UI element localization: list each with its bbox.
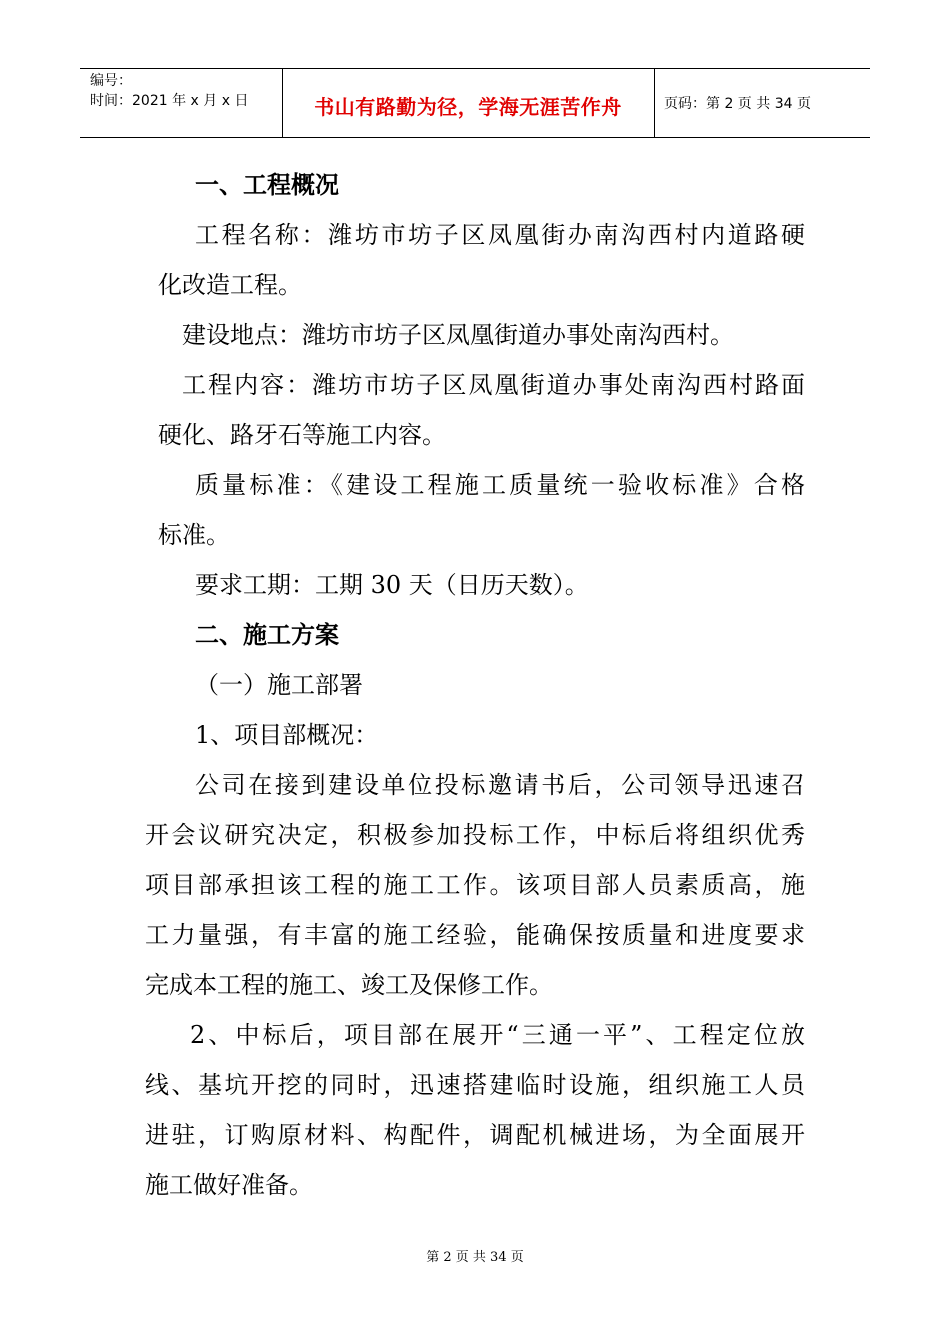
paragraph-line: 进驻，订购原材料、构配件，调配机械进场，为全面展开 (145, 1121, 805, 1149)
header-motto: 书山有路勤为径，学海无涯苦作舟 (314, 95, 622, 119)
header-page-info: 页码：第 2 页 共 34 页 (664, 96, 811, 112)
item-heading: 1、项目部概况： (195, 721, 379, 749)
header-meta (80, 69, 283, 137)
section-heading: 二、施工方案 (195, 620, 339, 649)
paragraph-line: 完成本工程的施工、竣工及保修工作。 (145, 971, 553, 999)
paragraph-line: 质量标准：《建设工程施工质量统一验收标准》合格 (195, 471, 805, 499)
header-motto-cell (282, 69, 655, 137)
paragraph-line: 公司在接到建设单位投标邀请书后，公司领导迅速召 (195, 771, 805, 799)
paragraph-line: 标准。 (158, 521, 230, 549)
page-header (80, 68, 870, 138)
paragraph-line: 工力量强，有丰富的施工经验，能确保按质量和进度要求 (145, 921, 805, 949)
paragraph-line: 线、基坑开挖的同时，迅速搭建临时设施，组织施工人员 (145, 1071, 805, 1099)
paragraph-line: 化改造工程。 (158, 271, 302, 299)
page-footer: 第 2 页 共 34 页 (426, 1250, 524, 1265)
section-heading: 一、工程概况 (195, 170, 339, 199)
document-number-label: 编号： (90, 73, 132, 89)
paragraph-line: 要求工期：工期 30 天（日历天数）。 (195, 571, 589, 599)
subsection-heading: （一）施工部署 (195, 671, 363, 699)
paragraph-line: 建设地点：潍坊市坊子区凤凰街道办事处南沟西村。 (182, 321, 734, 349)
document-date: 时间：2021 年 x 月 x 日 (90, 93, 249, 109)
paragraph-line: 工程内容：潍坊市坊子区凤凰街道办事处南沟西村路面 (182, 371, 805, 399)
paragraph-line: 项目部承担该工程的施工工作。该项目部人员素质高，施 (145, 871, 805, 899)
paragraph-line: 施工做好准备。 (145, 1171, 313, 1199)
paragraph-line: 硬化、路牙石等施工内容。 (158, 421, 446, 449)
paragraph-line: 工程名称：潍坊市坊子区凤凰街办南沟西村内道路硬 (195, 221, 805, 249)
paragraph-line: 开会议研究决定，积极参加投标工作，中标后将组织优秀 (145, 821, 805, 849)
paragraph-line: 2、中标后，项目部在展开“三通一平”、工程定位放 (190, 1021, 805, 1049)
